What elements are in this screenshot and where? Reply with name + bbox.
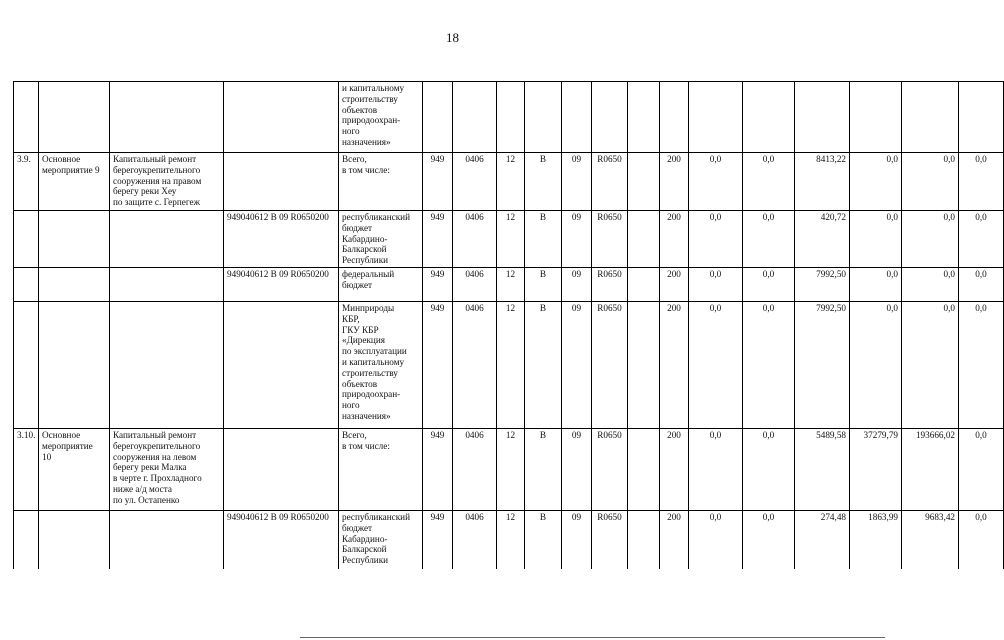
cell-detail: и капитальному строительству объектов природоохран- ного назначения»	[339, 82, 423, 153]
cell-cs2: 09	[562, 429, 592, 511]
cell-code	[224, 153, 339, 211]
cell-y1: 0,0	[689, 511, 743, 569]
cell-detail: Всего, в том числе:	[339, 429, 423, 511]
cell-y4: 0,0	[850, 302, 902, 429]
cell-grbs: 949	[423, 153, 453, 211]
cell-y2: 0,0	[743, 302, 795, 429]
cell-y1	[689, 82, 743, 153]
cell-y3: 7992,50	[795, 268, 850, 302]
cell-cs3	[592, 82, 628, 153]
table-row	[14, 211, 1004, 268]
cell-cs1: В	[525, 511, 562, 569]
cell-pr: 12	[497, 429, 525, 511]
cell-pr: 12	[497, 302, 525, 429]
cell-cs2: 09	[562, 302, 592, 429]
cell-num: 3.10.	[14, 429, 39, 511]
cell-y5: 0,0	[902, 302, 959, 429]
cell-y5: 193666,02	[902, 429, 959, 511]
cell-y1: 0,0	[689, 211, 743, 268]
cell-y6: 0,0	[959, 429, 1004, 511]
cell-cs4	[628, 211, 660, 268]
cell-num	[14, 302, 39, 429]
cell-cs1: В	[525, 302, 562, 429]
cell-cs3: R0650	[592, 429, 628, 511]
cell-code	[224, 302, 339, 429]
cell-grbs: 949	[423, 211, 453, 268]
cell-y2: 0,0	[743, 153, 795, 211]
cell-name	[110, 511, 224, 569]
table-row	[14, 429, 1004, 511]
cell-detail: республиканский бюджет Кабардино- Балкарской Республики	[339, 211, 423, 268]
cell-detail: Минприроды КБР, ГКУ КБР «Дирекция по эксплуатации и капитальному строительству объектов природоохран- ного назначения»	[339, 302, 423, 429]
cell-cs4	[628, 82, 660, 153]
cell-y3: 7992,50	[795, 302, 850, 429]
cell-y3: 5489,58	[795, 429, 850, 511]
cell-cs2	[562, 82, 592, 153]
cell-cs3: R0650	[592, 268, 628, 302]
cell-y5	[902, 82, 959, 153]
cell-num: 3.9.	[14, 153, 39, 211]
cell-detail: республиканский бюджет Кабардино- Балкарской Республики	[339, 511, 423, 569]
cell-grbs: 949	[423, 511, 453, 569]
cell-cs3: R0650	[592, 211, 628, 268]
cell-name	[110, 302, 224, 429]
cell-code: 949040612 В 09 R0650200	[224, 211, 339, 268]
cell-y6: 0,0	[959, 268, 1004, 302]
cell-rz: 0406	[453, 268, 497, 302]
cell-code: 949040612 В 09 R0650200	[224, 268, 339, 302]
cell-cs2: 09	[562, 511, 592, 569]
cell-cs1	[525, 82, 562, 153]
cell-y1: 0,0	[689, 302, 743, 429]
cell-cs2: 09	[562, 211, 592, 268]
cell-y1: 0,0	[689, 429, 743, 511]
cell-measure	[39, 268, 110, 302]
cell-rz: 0406	[453, 511, 497, 569]
cell-y4: 0,0	[850, 268, 902, 302]
cell-name	[110, 211, 224, 268]
cell-y5: 0,0	[902, 153, 959, 211]
cell-name: Капитальный ремонт берегоукрепительного сооружения на левом берегу реки Малка в черте г. Прохладного ниже а/д моста по ул. Остапенко	[110, 429, 224, 511]
cell-pr: 12	[497, 153, 525, 211]
cell-vr: 200	[660, 268, 689, 302]
cell-cs2: 09	[562, 268, 592, 302]
cell-rz: 0406	[453, 302, 497, 429]
cell-num	[14, 211, 39, 268]
cell-cs3: R0650	[592, 302, 628, 429]
cell-cs1: В	[525, 268, 562, 302]
cell-cs4	[628, 153, 660, 211]
cell-vr	[660, 82, 689, 153]
cell-y4: 0,0	[850, 211, 902, 268]
cell-cs1: В	[525, 211, 562, 268]
cell-measure	[39, 302, 110, 429]
cell-name	[110, 268, 224, 302]
page-number: 18	[446, 30, 459, 45]
cell-detail: федеральный бюджет	[339, 268, 423, 302]
cell-cs4	[628, 429, 660, 511]
cell-code: 949040612 В 09 R0650200	[224, 511, 339, 569]
cell-y4: 0,0	[850, 153, 902, 211]
table-row	[14, 82, 1004, 153]
cell-y3	[795, 82, 850, 153]
cell-vr: 200	[660, 302, 689, 429]
cell-y4	[850, 82, 902, 153]
cell-cs3: R0650	[592, 153, 628, 211]
cell-vr: 200	[660, 153, 689, 211]
cell-rz: 0406	[453, 429, 497, 511]
cell-rz: 0406	[453, 211, 497, 268]
cell-y2: 0,0	[743, 511, 795, 569]
cell-y2: 0,0	[743, 429, 795, 511]
cell-y1: 0,0	[689, 268, 743, 302]
cell-y2: 0,0	[743, 268, 795, 302]
cell-num	[14, 82, 39, 153]
cell-measure	[39, 211, 110, 268]
cell-vr: 200	[660, 511, 689, 569]
cell-vr: 200	[660, 429, 689, 511]
table-row	[14, 268, 1004, 302]
cell-num	[14, 268, 39, 302]
cell-measure: Основное мероприятие 10	[39, 429, 110, 511]
cell-pr: 12	[497, 268, 525, 302]
cell-detail: Всего, в том числе:	[339, 153, 423, 211]
table-row	[14, 153, 1004, 211]
cell-y6: 0,0	[959, 211, 1004, 268]
cell-y3: 420,72	[795, 211, 850, 268]
cell-cs1: В	[525, 153, 562, 211]
cell-cs4	[628, 302, 660, 429]
cell-grbs: 949	[423, 429, 453, 511]
cell-y1: 0,0	[689, 153, 743, 211]
cell-y2: 0,0	[743, 211, 795, 268]
cell-cs4	[628, 511, 660, 569]
cell-measure: Основное мероприятие 9	[39, 153, 110, 211]
cell-y2	[743, 82, 795, 153]
cell-cs2: 09	[562, 153, 592, 211]
cell-y6	[959, 82, 1004, 153]
cell-measure	[39, 511, 110, 569]
cell-y5: 0,0	[902, 211, 959, 268]
cell-measure	[39, 82, 110, 153]
cell-code	[224, 82, 339, 153]
cell-y6: 0,0	[959, 511, 1004, 569]
cell-pr	[497, 82, 525, 153]
cell-name	[110, 82, 224, 153]
cell-cs4	[628, 268, 660, 302]
cell-y5: 9683,42	[902, 511, 959, 569]
cell-vr: 200	[660, 211, 689, 268]
cell-y3: 274,48	[795, 511, 850, 569]
scan-line	[300, 637, 885, 638]
cell-num	[14, 511, 39, 569]
table-row	[14, 302, 1004, 429]
cell-code	[224, 429, 339, 511]
cell-pr: 12	[497, 511, 525, 569]
cell-y6: 0,0	[959, 302, 1004, 429]
cell-pr: 12	[497, 211, 525, 268]
cell-grbs: 949	[423, 268, 453, 302]
cell-cs1: В	[525, 429, 562, 511]
cell-y4: 37279,79	[850, 429, 902, 511]
cell-cs3: R0650	[592, 511, 628, 569]
cell-y4: 1863,99	[850, 511, 902, 569]
cell-grbs: 949	[423, 302, 453, 429]
cell-name: Капитальный ремонт берегоукрепительного сооружения на правом берегу реки Хеу по защите с. Герпегеж	[110, 153, 224, 211]
cell-rz: 0406	[453, 153, 497, 211]
table-row	[14, 511, 1004, 569]
cell-rz	[453, 82, 497, 153]
cell-grbs	[423, 82, 453, 153]
cell-y6: 0,0	[959, 153, 1004, 211]
budget-table	[13, 81, 1004, 569]
cell-y3: 8413,22	[795, 153, 850, 211]
cell-y5: 0,0	[902, 268, 959, 302]
